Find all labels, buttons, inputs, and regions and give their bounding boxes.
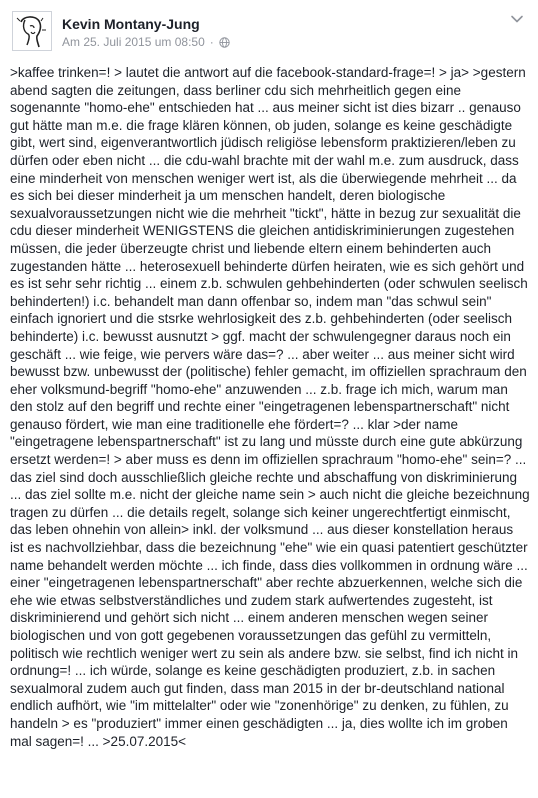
meta-separator: · xyxy=(209,35,214,49)
post-timestamp[interactable]: Am 25. Juli 2015 um 08:50 xyxy=(62,35,205,49)
post-meta xyxy=(62,35,230,49)
globe-icon[interactable] xyxy=(219,37,230,48)
chevron-down-icon[interactable] xyxy=(510,12,524,26)
author-name[interactable]: Kevin Montany-Jung xyxy=(62,16,200,32)
profile-avatar[interactable] xyxy=(12,11,52,51)
post-body-text: >kaffee trinken=! > lautet die antwort auf die facebook-standard-frage=! > ja> >gestern abend sagten die zeitungen, dass berliner cdu sich mehrheitlich gegen eine sogenannte "homo-ehe" entschieden hat ... aus meiner sicht ist dies bizarr .. genauso gut hätte man m.e. die frage klären können, ob juden, solange es keine geschädigte gibt, wert sind, eigenverantwortlich jüdisch religiöse lebensform praktizieren/leben zu dürfen oder eben nicht ... die cdu-wahl brachte mit der wahl m.e. zum ausdruck, dass eine minderheit von menschen weniger wert ist, als die überwiegende mehrheit ... da es sich bei dieser minderheit ja um menschen handelt, deren biologische sexualvoraussetzungen nicht wie die mehrheit "tickt", hätte in bezug zur sexualität die cdu dieser minderheit WENIGSTENS die gleichen antidiskriminierungen zugestehen müssen, die jeder überzeugte christ und liebende eltern einem behinderten auch zugestanden hätte ... heterosexuell behinderte dürfen heiraten, wie es sich gehört und es ist sehr sehr richtig ... einem z.b. schwulen gehbehinderten (oder schwulen seelisch behinderten!) i.c. behandelt man dann offenbar so, indem man "das schwul sein" einfach ignoriert und die stsrke wehrlosigkeit des z.b. gehbehinderten (oder seelisch behinderte) i.c. bewusst ausnutzt > ggf. macht der schwulengegner daraus noch ein geschäft ... wie feige, wie pervers wäre das=? ... aber weiter ... aus meiner sicht wird bewusst bzw. unbewusst der (politische) fehler gemacht, im offiziellen sprachraum den eher volksmund-begriff "homo-ehe" anzuwenden ... z.b. frage ich mich, warum man den stolz auf den begriff und rechte einer "eingetragenen lebenspartnerschaft" nicht genauso fördert, wie man eine traditionelle ehe fördert=? ... klar >der name "eingetragene lebenspartnerschaft" ist zu lang und müsste durch eine gute abkürzung ersetzt werden=! > aber muss es denn im offiziellen sprachraum "homo-ehe" sein=? ... das ziel sind doch ausschließlich gleiche rechte und abschaffung von diskriminierung ... das ziel sollte m.e. nicht der gleiche name sein > auch nicht die gleiche bezeichnung tragen zu dürfen ... die details regelt, solange sich keiner ungerechtfertigt einmischt, das leben ohnehin von allein> inkl. der volksmund ... aus dieser konstellation heraus ist es nachvollziehbar, dass die bezeichnung "ehe" wie ein quasi patentiert geschützter name behandelt werden möchte ... ich finde, dass dies vollkommen in ordnung wäre ... einer "eingetragenen lebenspartnerschaft" aber rechte abzuerkennen, welche sich die ehe wie etwas selbstverständliches und zudem stark aufwertendes zugesteht, ist diskriminierend und gehört sich nicht ... einem anderen menschen wegen seiner biologischen und von gott gegebenen voraussetzungen das gefühl zu vermitteln, politisch wie rechtlich weniger wert zu sein als andere bzw. sie selbst, find ich nicht in ordnung=! ... ich würde, solange es keine geschädigten produziert, z.b. in sachen sexualmoral zudem auch gut finden, dass man 2015 in der br-deutschland national endlich aufhört, wie "im mittelalter" oder wie "zonenhörige" zu denken, zu fühlen, zu handeln > es "produziert" immer einen geschädigten ... ja, dies wollte ich im groben mal sagen=! ... >25.07.2015< xyxy=(10,65,530,749)
post-header xyxy=(0,0,538,60)
profile-sketch-icon xyxy=(13,12,51,50)
